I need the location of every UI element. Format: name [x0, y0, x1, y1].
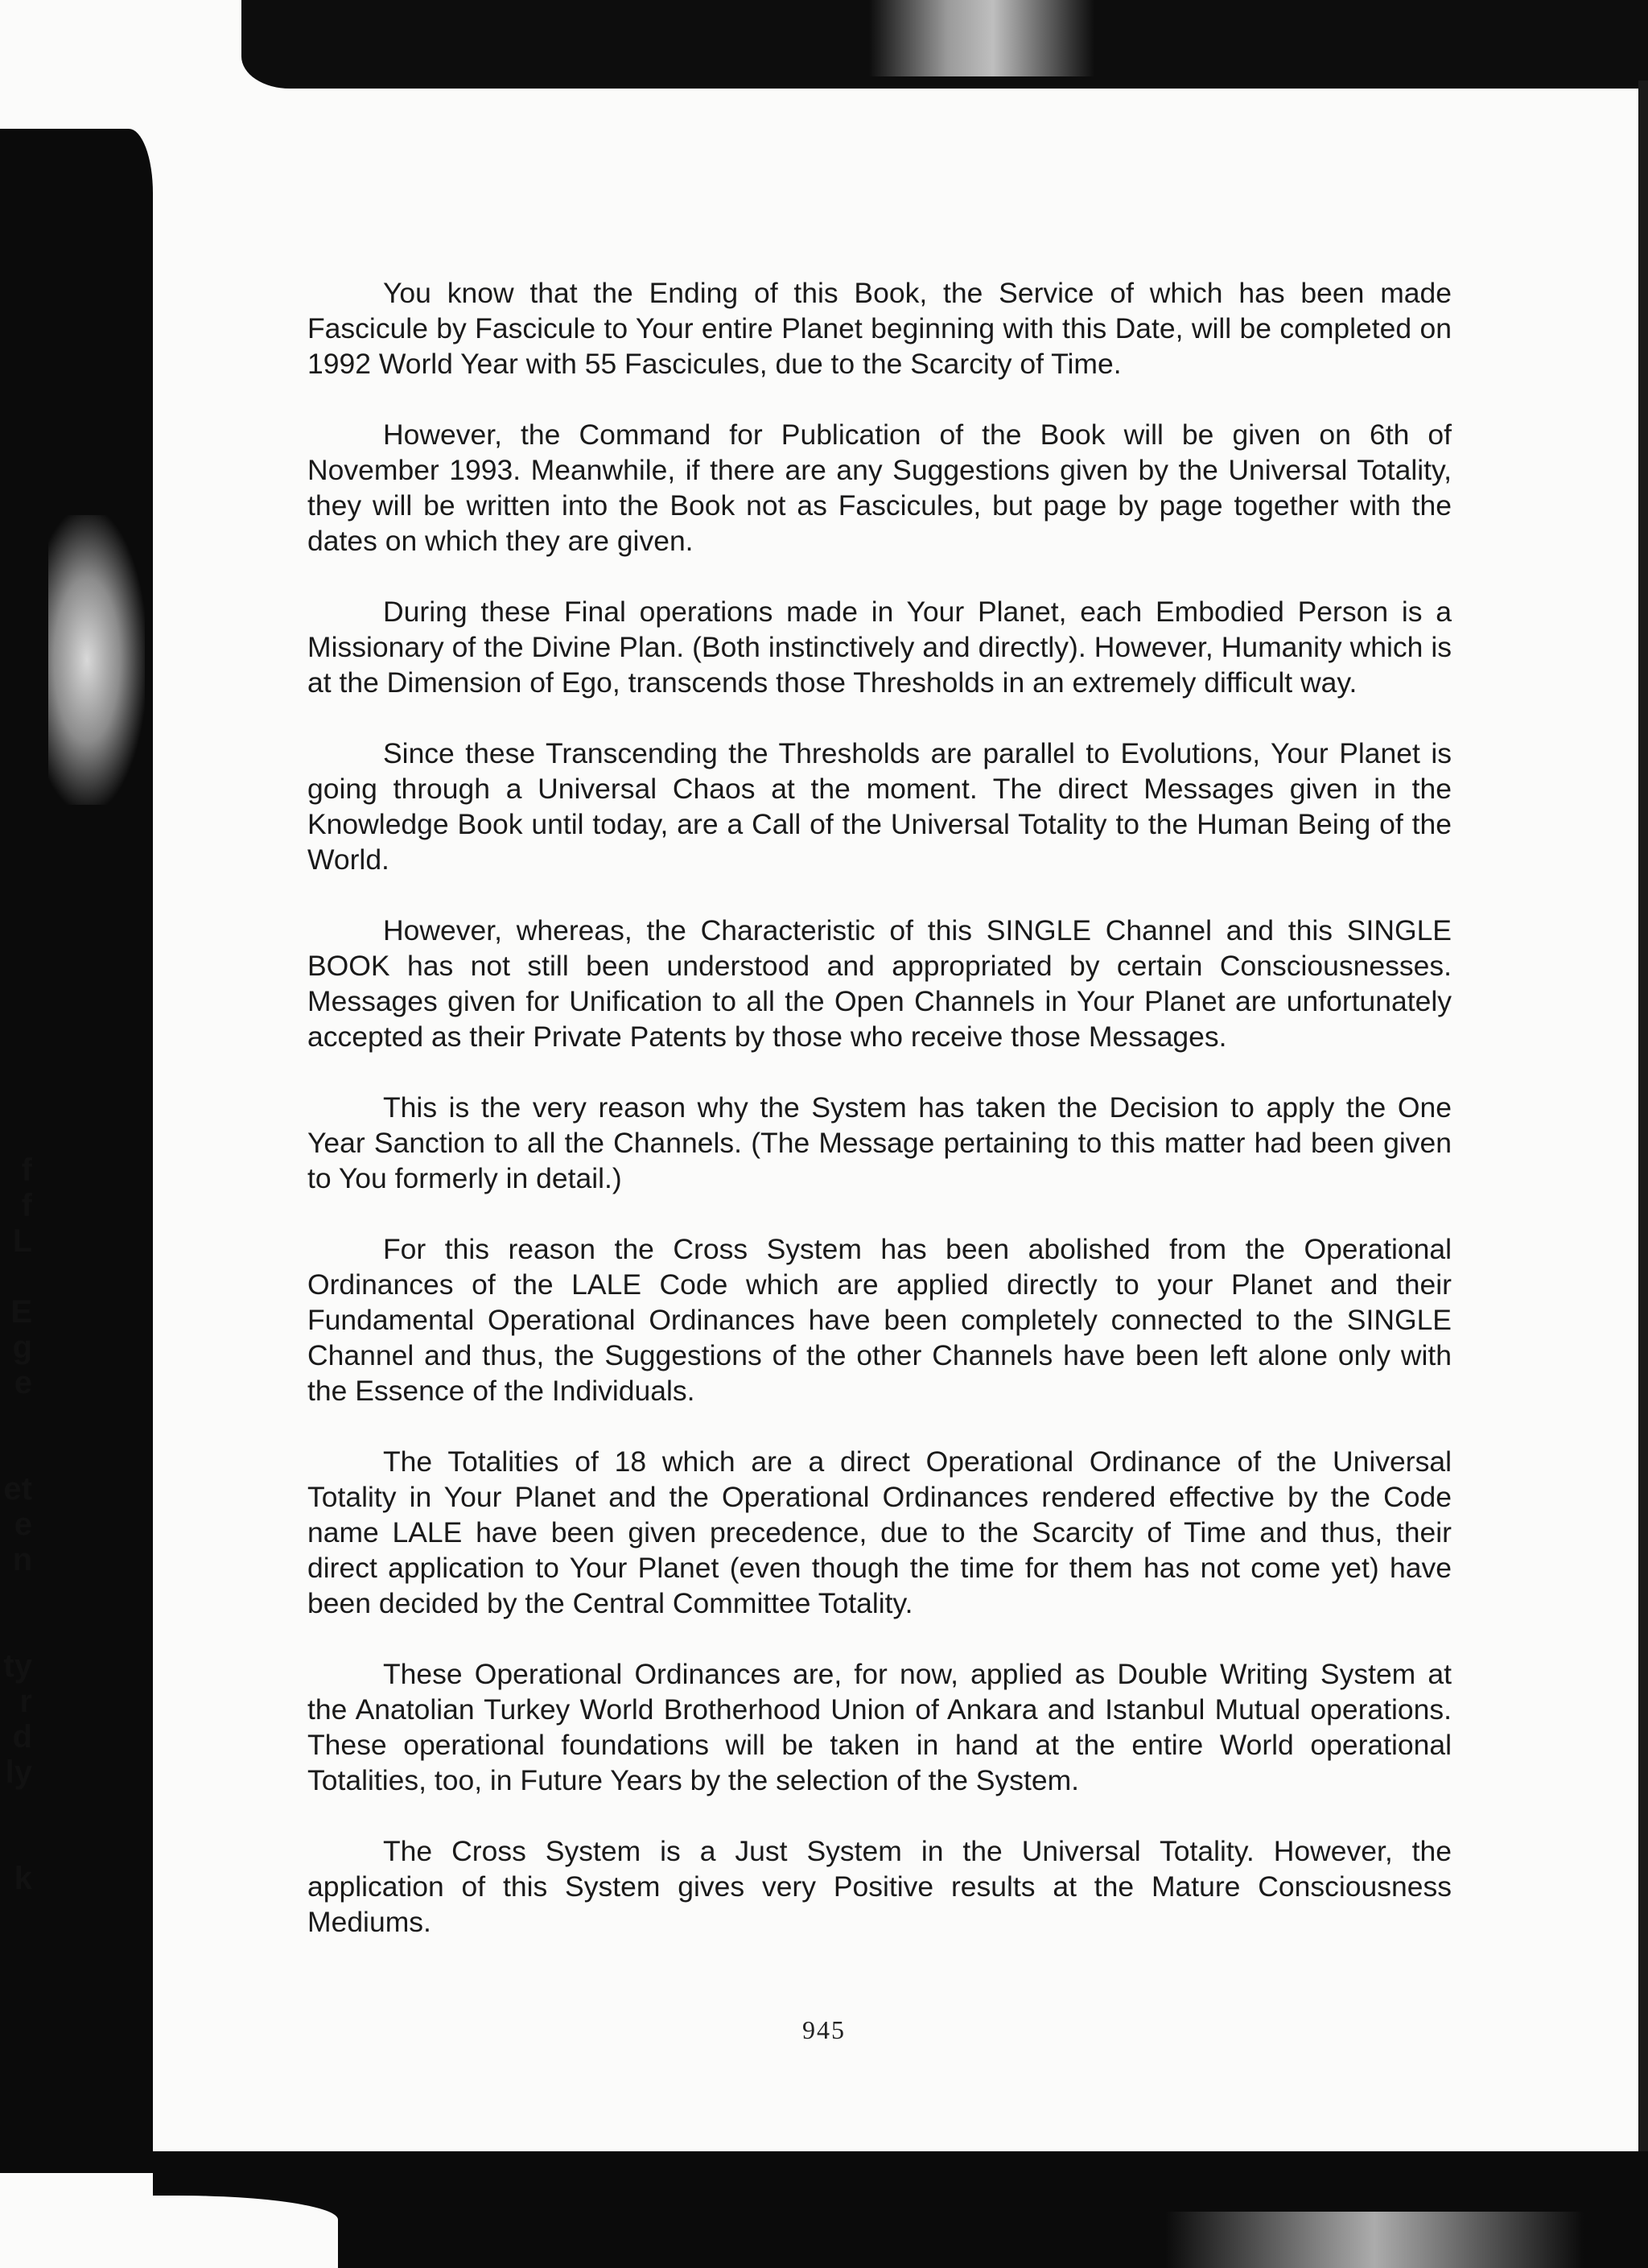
paragraph: However, whereas, the Characteristic of this SINGLE Channel and this SINGLE BOOK has not still been understood and appropriated by certain Consciousnesses. Messages given for Unification to all the Open Channels in Your Planet are unfortunately accepted as their Private Patents by those who receive those Messages. [307, 914, 1452, 1053]
bleed-through-letter: k [14, 1861, 32, 1896]
scan-torn-edge [48, 515, 145, 805]
paragraph: This is the very reason why the System has taken the Decision to apply the One Year Sanction to all the Channels. (The Message pertaining to this matter had been given to You formerly in detail.) [307, 1091, 1452, 1194]
bleed-through-letter: f [21, 1153, 32, 1188]
bleed-through-letter: g [12, 1330, 32, 1365]
bleed-through-letter: L [12, 1223, 32, 1259]
paragraph: The Cross System is a Just System in the Universal Totality. However, the application of this System gives very Positive results at the Mature Consciousness Mediums. [307, 1835, 1452, 1938]
page-number: 945 [802, 2015, 846, 2044]
paragraph: These Operational Ordinances are, for now, applied as Double Writing System at the Anatolian Turkey World Brotherhood Union of Ankara and Istanbul Mutual operations. These operational foundations will be taken in hand at the entire World operational Totalities, too, in Future Years by the selection of the System. [307, 1658, 1452, 1796]
bleed-through-letter: e [14, 1507, 32, 1542]
bleed-through-letter: ty [3, 1648, 32, 1684]
bleed-through-letter: d [12, 1719, 32, 1755]
scan-border-bottom-left [0, 2196, 338, 2268]
scan-border-right [1638, 80, 1648, 2173]
paragraph: During these Final operations made in Your Planet, each Embodied Person is a Missionary of the Divine Plan. (Both instinctively and directly). However, Humanity which is at the Dimension of Ego, transcends those Thresholds in an extremely difficult way. [307, 596, 1452, 699]
bleed-through-letter: r [19, 1684, 32, 1719]
paragraph: However, the Command for Publication of the Book will be given on 6th of November 1993. Meanwhile, if there are any Suggestions given by the Universal Totality, they will be written into the Book not as Fascicules, but page by page together with the dates on which they are given. [307, 419, 1452, 557]
paragraph: The Totalities of 18 which are a direct Operational Ordinance of the Universal Totality in Your Planet and the Operational Ordinances rendered effective by the Code name LALE have been given precedence, due to the Scarcity of Time and thus, their direct application to Your Planet (even though the time for them has not come yet) have been decided by the Central Committee Totality. [307, 1445, 1452, 1619]
bleed-through-letter: n [12, 1542, 32, 1577]
paragraph: You know that the Ending of this Book, the Service of which has been made Fascicule by Fascicule to Your entire Planet beginning with this Date, will be completed on 1992 World Year with 55 Fascicules, due to the Scarcity of Time. [307, 277, 1452, 380]
bleed-through-letter: ly [5, 1755, 32, 1790]
page-body [307, 275, 1452, 1975]
bleed-through-letter: et [3, 1471, 32, 1507]
paragraph: Since these Transcending the Thresholds are parallel to Evolutions, Your Planet is going through a Universal Chaos at the moment. The direct Messages given in the Knowledge Book until today, are a Call of the Universal Totality to the Human Being of the World. [307, 737, 1452, 876]
bleed-through-letter: e [14, 1365, 32, 1400]
bleed-through-letter: E [10, 1294, 32, 1330]
paragraph: For this reason the Cross System has been abolished from the Operational Ordinances of the LALE Code which are applied directly to your Planet and their Fundamental Operational Ordinances have been completely connected to the SINGLE Channel and thus, the Suggestions of the other Channels have been left alone only with the Essence of the Individuals. [307, 1233, 1452, 1407]
bleed-through-letter: f [21, 1188, 32, 1223]
scan-glare-top [869, 0, 1094, 76]
scan-border-top-left [0, 0, 258, 64]
scan-glare-bottom [1165, 2212, 1584, 2268]
